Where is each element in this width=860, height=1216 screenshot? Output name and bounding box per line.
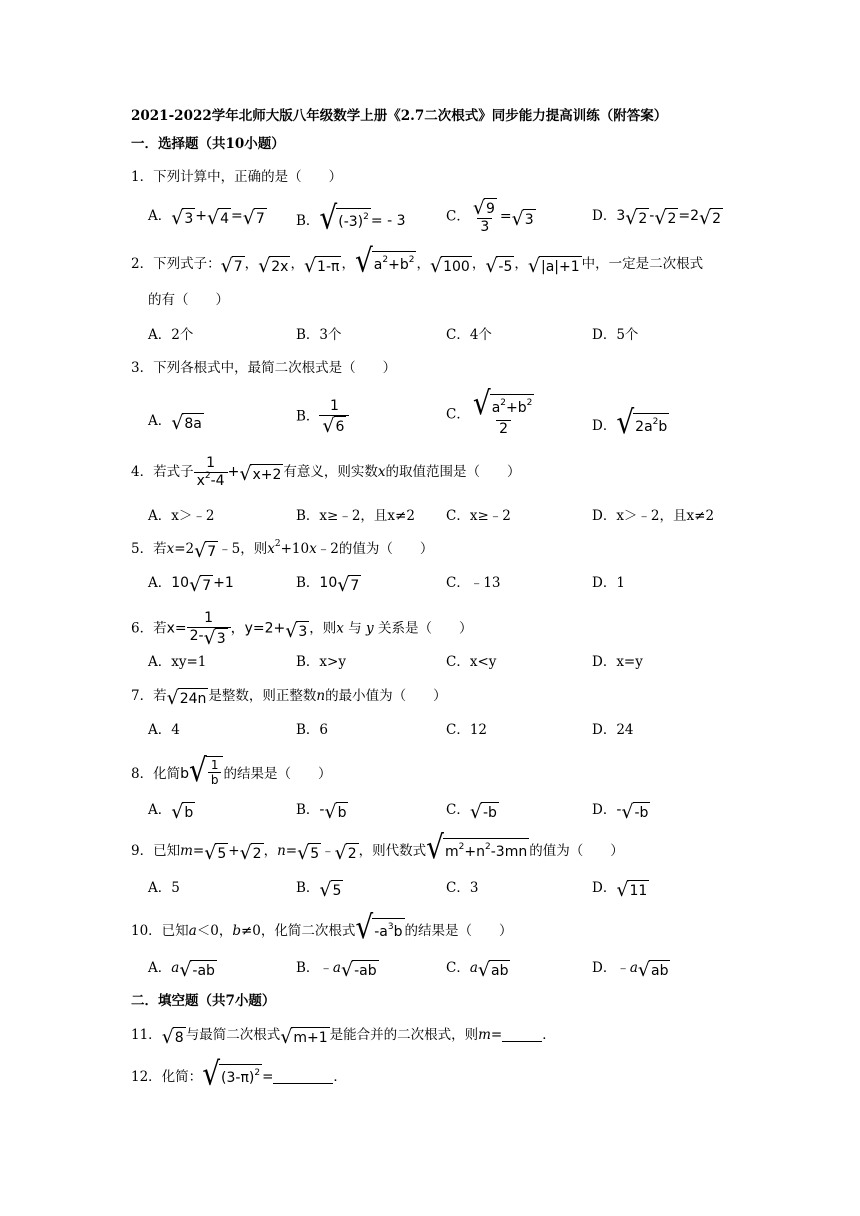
question-3-option-a: A． √ 8a [148, 412, 202, 434]
question-3-option-b: B． 1 √ 6 [296, 398, 349, 436]
question-9-stem: 9．已知m= √ 5 + √ 2 ，n= √ 5 ﹣ √ 2 ，则代数式 √ $m^2+n^2-3mn$ 的值为（ ） [131, 828, 624, 867]
question-6-option-d: D．x=y [592, 654, 643, 670]
question-9-option-d: D． √ 11 [592, 879, 648, 901]
question-6-option-c: C．x<y [446, 654, 497, 670]
question-5-option-d: D．1 [592, 575, 625, 591]
question-1-option-c: C． √ 9 3 = √ 3 [446, 197, 534, 235]
question-8-option-a: A． √ b [148, 801, 194, 823]
question-4-option-d: D．x＞﹣2，且x≠2 [592, 508, 715, 524]
question-12-stem: 12．化简： √ $(3-\pi)^2$ = ． [131, 1054, 347, 1093]
question-5-stem: 5．若x=2 √ 7 ﹣5，则$x^2+10x﹣2$的值为（ ） [131, 539, 434, 562]
question-1-option-b: B． √ $(-3)^2$ = - 3 [296, 198, 406, 237]
section-heading-choice: 一．选择题（共10小题） [131, 136, 285, 152]
question-8-option-b: B．- √ b [296, 801, 347, 823]
question-7-stem: 7．若 √ 24n 是整数，则正整数n的最小值为（ ） [131, 687, 447, 709]
question-5-option-a: A．10 √ 7 +1 [148, 574, 234, 596]
page-title: 2021-2022学年北师大版八年级数学上册《2.7二次根式》同步能力提高训练（附答案） [131, 108, 668, 124]
question-2-option-b: B．3个 [296, 327, 342, 343]
question-10-option-b: B．﹣a √ -ab [296, 959, 377, 981]
section-heading-fill: 二．填空题（共7小题） [131, 993, 276, 1009]
question-9-option-a: A．5 [148, 880, 180, 896]
answer-blank[interactable] [502, 1027, 542, 1042]
question-9-option-c: C．3 [446, 880, 479, 896]
question-10-option-d: D．﹣a √ ab [592, 959, 669, 981]
question-2-option-d: D．5个 [592, 327, 639, 343]
question-4-option-b: B．x≥﹣2，且x≠2 [296, 508, 415, 524]
question-4-option-a: A．x＞﹣2 [148, 508, 215, 524]
question-7-option-a: A．4 [148, 722, 180, 738]
question-2-option-c: C．4个 [446, 327, 492, 343]
question-1-option-a: A． √ 3 + √ 4 = √ 7 [148, 207, 265, 229]
question-6-option-b: B．x>y [296, 654, 346, 670]
question-2-option-a: A．2个 [148, 327, 194, 343]
question-1-option-d: D．3 √ 2 - √ 2 =2 √ 2 [592, 207, 722, 229]
question-4-stem: 4．若式子 $\frac{1}{x^2-4}$ + √ x+2 有意义，则实数x的取值范围是（ ） [131, 455, 521, 489]
question-8-option-c: C． √ -b [446, 801, 497, 823]
question-10-option-a: A．a √ -ab [148, 959, 215, 981]
question-9-option-b: B． √ 5 [296, 879, 342, 901]
question-10-option-c: C．a √ ab [446, 959, 509, 981]
question-3-option-d: D． √ $2a^2b$ [592, 403, 668, 442]
question-1-stem: 1．下列计算中，正确的是（ ） [131, 169, 343, 185]
answer-blank[interactable] [273, 1069, 333, 1084]
question-7-option-d: D．24 [592, 722, 634, 738]
question-5-option-b: B．10 √ 7 [296, 574, 360, 596]
question-6-stem: 6．若x= 1 2- √ 3 ，y=2+ √ 3 ，则x 与 y 关系是（ ） [131, 610, 473, 649]
question-5-option-c: C．﹣13 [446, 575, 501, 591]
question-7-option-b: B．6 [296, 722, 329, 738]
question-7-option-c: C．12 [446, 722, 488, 738]
question-11-stem: 11． √ 8 与最简二次根式 √ m+1 是能合并的二次根式，则m= ． [131, 1026, 556, 1048]
question-2-stem: 2．下列式子： √ 7 ， √ 2x ， √ 1-π ， √ $a^2+b^2$ ， √ 100 ， √ -5 ， √ |a|+1 中，一定是二次根式 [131, 241, 704, 280]
question-2-stem-cont: 的有（ ） [148, 292, 229, 308]
question-3-stem: 3．下列各根式中，最简二次根式是（ ） [131, 360, 397, 376]
question-6-option-a: A．xy=1 [148, 654, 207, 670]
question-3-option-c: C． √ $a^2+b^2$ 2 [446, 384, 533, 437]
question-4-option-c: C．x≥﹣2 [446, 508, 511, 524]
question-8-option-d: D．- √ -b [592, 801, 649, 823]
question-8-stem: 8．化简b √ $\frac{1}{b}$ 的结果是（ ） [131, 751, 332, 790]
question-10-stem: 10．已知a＜0，b≠0，化简二次根式 √ $-a^3b$ 的结果是（ ） [131, 908, 513, 947]
